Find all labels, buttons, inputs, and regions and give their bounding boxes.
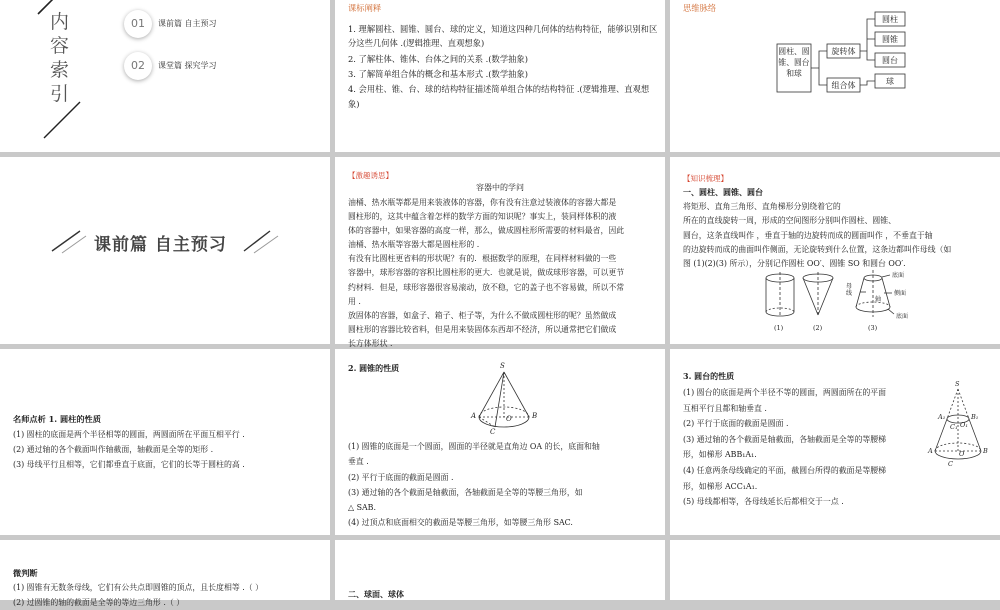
frustum-heading: 3. 圆台的性质 (683, 371, 735, 381)
cone-heading: 2. 圆锥的性质 (348, 363, 400, 373)
slide-section-title[interactable] (0, 157, 330, 344)
item-number-circle: 01 (124, 10, 152, 38)
objective-1: 1. 理解圆柱、圆锥、圆台、球的定义，知道这四种几何体的结构特征，能够识别和区分这些几何体 .(逻辑推理、直观想象) (348, 24, 658, 48)
judgement-body: (1) 圆锥有无数条母线，它们有公共点即圆锥的顶点，且长度相等 .（ ） (2) 过圆锥的轴的截面是全等的等边三角形 .（ ） (13, 583, 264, 607)
story-body: 油桶、热水瓶等都是用来装液体的容器，你有没有注意过装液体的容器大都是 圆柱形的，这其中蕴含着怎样的数学方面的知识呢？事实上，装同样体积的液 体的容器中，如果容器的高度一样，那么，做成圆柱形所需要的材料最省，因此 油桶、热水瓶等容器大都是圆柱形的 . 有没有比圆柱更省料的形状呢？有的．根据数学的原理，在同样材料做的一些 容器中，球形容器的容积比圆柱形的更大．也就是说，做成球形容器，可以更节 约材料．但是，球形容器很容易滚动，放不稳，它的盖子也不容易做，所以不常 用 . 放固体的容器，如盒子、箱子、柜子等，为什么不做成圆柱形的呢？虽然做成 圆柱形的容器比较省料，但是用来装固体东西却不经济，所以通常把它们做成 长方体形状 . (348, 198, 625, 348)
cone-label-O: O (506, 415, 512, 423)
slide-mindmap[interactable] (670, 0, 1000, 152)
frustum-label-O1: O₁ (960, 421, 968, 429)
frustum-label-B1: B₁ (971, 413, 979, 421)
frustum-label-O: O (959, 450, 965, 458)
slide-knowledge[interactable] (670, 157, 1000, 344)
label-base-top: 底面 (892, 272, 905, 279)
slide-blank[interactable] (670, 540, 1000, 600)
mindmap-leaf-frustum: 圆台 (882, 56, 898, 65)
frustum-body: (1) 圆台的底面是两个半径不等的圆面，两圆面所在的平面 互相平行且都和轴垂直 . (2) 平行于底面的截面是圆面 . (3) 通过轴的各个截面是轴截面，各轴截面是全等的等腰梯 形，如梯形 ABB₁A₁. (4) 任意两条母线确定的平面，截圆台所得的截面是等腰梯 形，如梯形 ACC₁A₁. (5) 母线都相等，各母线延长后都相交于一点 . (683, 388, 887, 507)
section-title: 课前篇 自主预习 (94, 235, 227, 255)
label-base-bottom: 底面 (896, 313, 909, 320)
cone-label-B: B (532, 412, 538, 420)
label-generatrix: 母线 (846, 283, 853, 297)
cone-label-S: S (500, 362, 505, 370)
mindmap-lines (670, 0, 1000, 152)
slide-objectives[interactable] (335, 0, 665, 152)
story-tag: 【激趣诱思】 (348, 171, 393, 180)
judgement-heading: 微判断 (13, 568, 38, 578)
label-side: 侧面 (894, 290, 907, 297)
frustum-label-A: A (928, 447, 933, 455)
objective-2: 2. 了解柱体、锥体、台体之间的关系 .(数学抽象) (348, 54, 528, 64)
fig-num-3: (3) (868, 324, 878, 332)
frustum-label-S: S (955, 380, 960, 388)
fig-num-1: (1) (774, 324, 784, 332)
mindmap-branch-combination: 组合体 (831, 81, 856, 90)
fig-num-2: (2) (813, 324, 823, 332)
cone-label-A: A (471, 412, 477, 420)
mindmap-heading: 思维脉络 (683, 3, 717, 13)
mindmap-leaf-sphere: 球 (886, 77, 894, 86)
sphere-heading: 二、球面、球体 (348, 589, 404, 599)
slide-frustum-properties[interactable] (670, 349, 1000, 535)
cone-body: (1) 圆锥的底面是一个圆面，圆面的半径就是直角边 OA 的长，底面和轴 垂直 . (2) 平行于底面的截面是圆面 . (3) 通过轴的各个截面是轴截面，各轴截面是全等的等腰三角形，如 △ SAB. (4) 过顶点和底面相交的截面是等腰三角形，如等腰三角形 SAC. (348, 442, 600, 528)
slide-sphere[interactable] (335, 540, 665, 600)
mindmap-leaf-cone: 圆锥 (882, 35, 898, 44)
objectives-heading: 课标阐释 (348, 3, 382, 13)
story-title: 容器中的学问 (476, 183, 524, 192)
frustum-label-A1: A₁ (938, 413, 946, 421)
slide-intro-story[interactable] (335, 157, 665, 348)
knowledge-tag: 【知识梳理】 (683, 174, 728, 183)
knowledge-subheading: 一、圆柱、圆锥、圆台 (683, 187, 763, 197)
frustum-figure (670, 349, 1000, 535)
cylinder-body: (1) 圆柱的底面是两个半径相等的圆面，两圆面所在平面互相平行 . (2) 通过轴的各个截面叫作轴截面，轴截面是全等的矩形 . (3) 母线平行且相等，它们都垂直于底面，它们的长等于圆柱的高 . (13, 430, 245, 469)
mindmap-root: 圆柱、圆锥、圆台和球 (778, 47, 810, 78)
slide-cylinder-properties[interactable] (0, 349, 330, 535)
mindmap-branch-rotation: 旋转体 (831, 47, 856, 56)
slide-contents[interactable] (0, 0, 330, 152)
frustum-label-B: B (983, 447, 988, 455)
item-label: 课堂篇 探究学习 (158, 61, 217, 70)
item-number-circle: 02 (124, 52, 152, 80)
rotation-solids-figure (670, 157, 1000, 344)
objective-3: 3. 了解简单组合体的概念和基本形式 .(数学抽象) (348, 69, 528, 79)
knowledge-body: 将矩形、直角三角形、直角梯形分别绕着它的 所在的直线旋转一周，形成的空间图形分别叫作圆柱、圆锥、 圆台，这条直线叫作 ，垂直于轴的边旋转而成的圆面叫作 ，不垂直于轴 的边旋转而成的曲面叫作侧面，无论旋转到什么位置，这条边都叫作母线（如 图 (1)(2)(3) 所示），分别记作圆柱 OO′、圆锥 SO 和圆台 OO′. (683, 202, 952, 269)
cone-label-C: C (490, 428, 496, 436)
frustum-label-C1: C₁ (950, 423, 958, 431)
item-label: 课前篇 自主预习 (158, 19, 217, 28)
contents-title: 内 容 索 引 (50, 11, 70, 105)
mindmap-leaf-cylinder: 圆柱 (882, 15, 898, 24)
slide-cone-properties[interactable] (335, 349, 665, 535)
label-axis: 轴 (875, 296, 882, 303)
slide-micro-judgement[interactable] (0, 540, 330, 607)
objective-4: 4. 会用柱、锥、台、球的结构特征描述简单组合体的结构特征 .(逻辑推理、直观想象) (348, 84, 650, 109)
frustum-label-C: C (948, 460, 953, 468)
cylinder-heading: 名师点析 1. 圆柱的性质 (13, 414, 101, 424)
